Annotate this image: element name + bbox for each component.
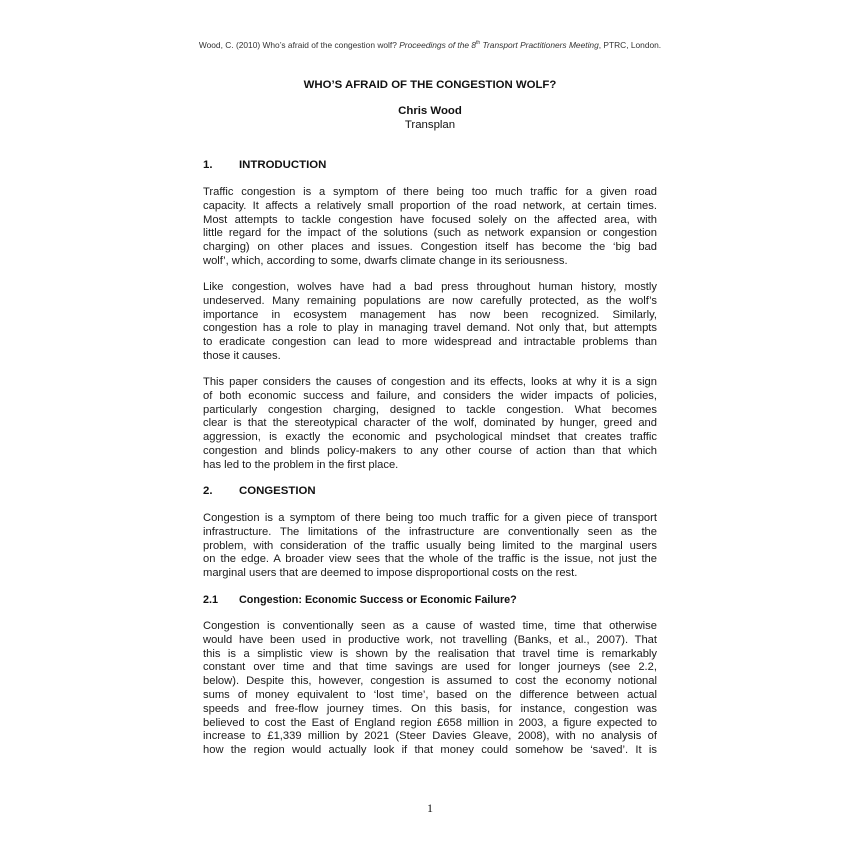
text-line: particularly congestion charging, designed to tackle congestion. What becomes [203, 403, 657, 416]
text-line: this is a simplistic view is shown by the realisation that travel time is remarkably [203, 647, 657, 660]
text-line: Most attempts to tackle congestion have focused solely on the affected area, with [203, 213, 657, 226]
text-line: capacity. It affects a relatively small proportion of the road network, at certain times. [203, 199, 657, 212]
running-head-publisher: , PTRC, London. [598, 40, 662, 50]
text-line: how the region would actually look if that money could somehow be ‘saved’. It is [203, 744, 657, 757]
paragraph [203, 620, 657, 758]
text-line: Congestion is a symptom of there being too much traffic for a given piece of transport [203, 512, 657, 524]
section-title: INTRODUCTION [239, 159, 327, 171]
paper-title: WHO’S AFRAID OF THE CONGESTION WOLF? [303, 79, 557, 91]
text-line: Like congestion, wolves have had a bad press throughout human history, mostly [203, 281, 657, 293]
section-number: 2. [203, 485, 213, 497]
running-head [0, 40, 860, 50]
page-number: 1 [427, 801, 433, 815]
subsection-heading [203, 594, 517, 606]
text-line: has led to the problem in the first place. [203, 458, 399, 471]
text-line: infrastructure. The limitations of the infrastructure are conventionally seen as the [203, 525, 657, 538]
text-line: wolf’, which, according to some, dwarfs climate change in its seriousness. [203, 254, 568, 267]
text-line: little regard for the impact of the solutions (such as network expansion or congestion [203, 227, 657, 240]
text-line: Traffic congestion is a symptom of there being too much traffic for a given road [203, 186, 657, 198]
text-line: congestion and blinds policy-makers to any other course of action than that which [203, 444, 657, 457]
author-affiliation: Transplan [404, 119, 456, 131]
section-title: Congestion: Economic Success or Economic Failure? [239, 594, 517, 606]
text-line: speeds and free-flow journey times. On this basis, for instance, congestion was [203, 702, 657, 715]
section-number: 2.1 [203, 594, 219, 606]
running-head-proceedings: Proceedings of the 8 [399, 40, 477, 50]
text-line: those it causes. [203, 349, 281, 362]
section-number: 1. [203, 159, 213, 171]
paragraph [203, 512, 657, 581]
section-heading-introduction [203, 159, 326, 171]
paragraph [203, 281, 657, 364]
text-line: of both economic success and failure, and considers the wider impacts of policies, [203, 389, 657, 402]
text-line: undeserved. Many remaining populations are now carefully protected, as the wolf’s [203, 294, 657, 307]
text-line: congestion has a role to play in managing travel demand. Not only that, but attempts [203, 322, 657, 335]
text-line: Congestion is conventionally seen as a cause of wasted time, time that otherwise [203, 620, 657, 632]
text-line: charging) on other places and issues. Congestion itself has become the ‘big bad [203, 241, 657, 254]
paragraph [203, 186, 657, 269]
text-line: below). Despite this, however, congestion is assumed to cost the economy notional [203, 675, 657, 688]
text-line: sums of money equivalent to ‘lost time’, based on the difference between actual [203, 688, 657, 701]
text-line: on the edge. A broader view sees that the whole of the traffic is the issue, not just the [203, 553, 657, 566]
text-line: constant over time and that time savings are used for longer journeys (see 2.2, [203, 661, 657, 674]
text-line: aggression, is exactly the economic and psychological mindset that creates traffic [203, 431, 657, 444]
text-line: importance in ecosystem management has now been recognized. Similarly, [203, 308, 657, 321]
text-line: believed to cost the East of England region £658 million in 2003, a figure expected to [203, 716, 657, 729]
text-line: marginal users that are deemed to impose disproportional costs on the rest. [203, 567, 578, 580]
text-line: clear is that the stereotypical character of the wolf, dominated by hunger, greed and [203, 417, 657, 430]
running-head-citation: Wood, C. (2010) Who’s afraid of the congestion wolf? [198, 40, 400, 50]
running-head-meeting: Transport Practitioners Meeting [480, 40, 599, 50]
text-line: increase to £1,339 million by 2021 (Steer Davies Gleave, 2008), with no analysis of [203, 730, 657, 743]
section-title: CONGESTION [239, 485, 316, 497]
text-line: to eradicate congestion can lead to more widespread and intractable problems than [203, 336, 657, 349]
text-line: problem, with consideration of the traffic usually being limited to the marginal users [203, 539, 657, 552]
author-name: Chris Wood [398, 105, 462, 117]
section-heading-congestion [203, 485, 316, 497]
text-line: This paper considers the causes of congestion and its effects, looks at why it is a sign [203, 376, 657, 388]
text-line: would have been used in productive work, not travelling (Banks, et al., 2007). That [203, 633, 657, 646]
running-head-superscript: th [476, 40, 481, 47]
paragraph [203, 376, 657, 473]
